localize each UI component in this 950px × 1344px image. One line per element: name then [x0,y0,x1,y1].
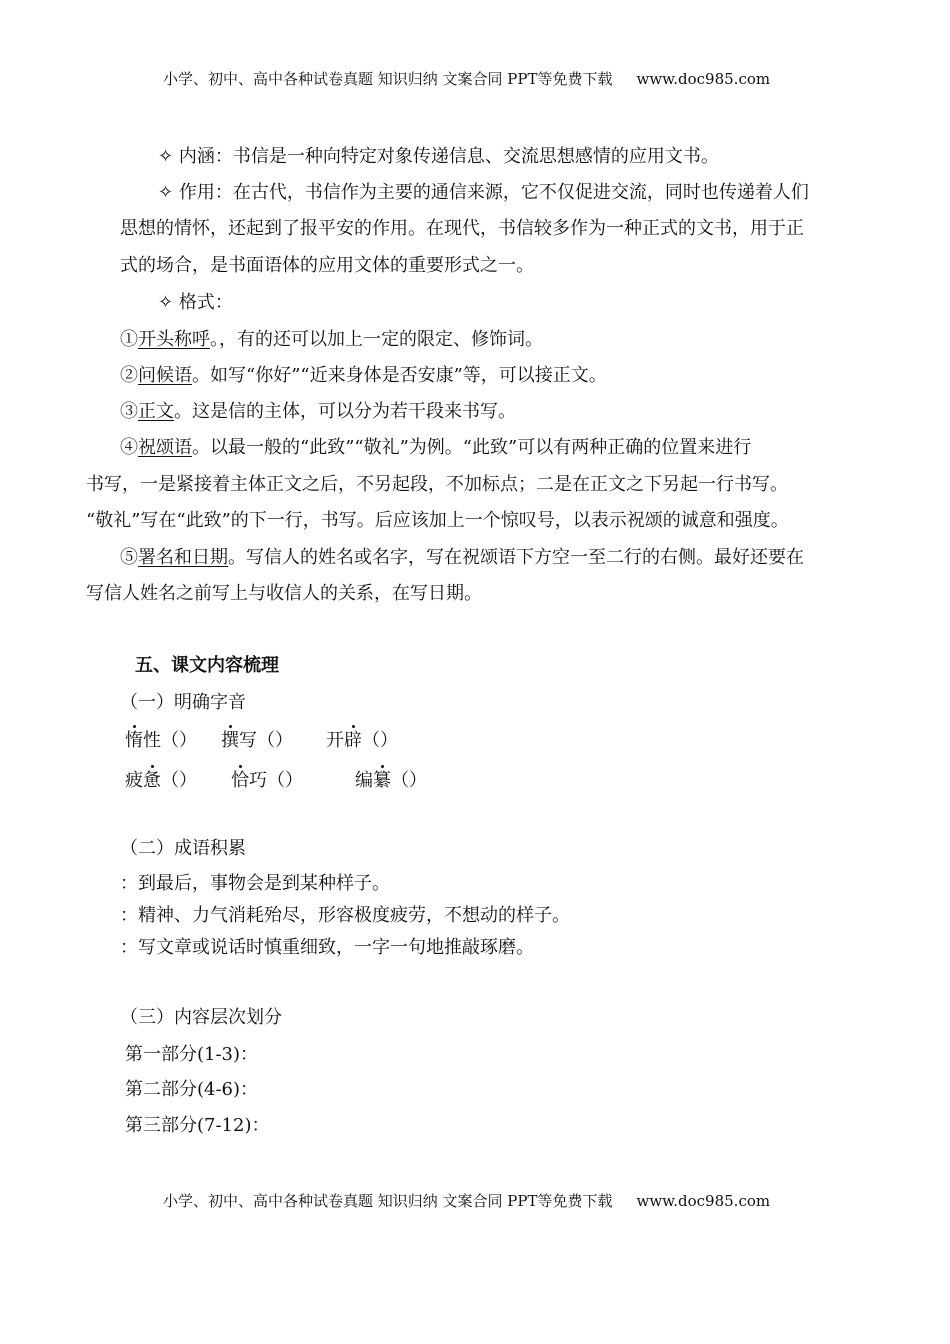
word-item: 惰性（） [125,730,197,751]
format-item-cont: 书写，一是紧接着主体正文之后，不另起段，不加标点；二是在正文之下另起一行书写。 [86,474,788,495]
zuoyong-line-3: 式的场合，是书面语体的应用文体的重要形式之一。 [120,255,534,276]
structure-item: 第三部分(7-12)： [125,1115,270,1136]
footer-text: 小学、初中、高中各种试卷真题 知识归纳 文案合同 PPT等免费下载 [163,1192,613,1210]
format-term: 问候语 [138,365,192,386]
diamond-bullet-icon: ✧ [158,292,174,313]
format-item: ②问候语。如写“你好”“近来身体是否安康”等，可以接正文。 [120,365,607,386]
diamond-bullet-icon: ✧ [158,182,174,203]
idiom-item: ：精神、力气消耗殆尽，形容极度疲劳，不想动的样子。 [120,905,570,926]
structure-item: 第二部分(4-6)： [125,1079,259,1100]
subsection-title: （三）内容层次划分 [120,1007,282,1028]
neihan-line: ✧ 内涵：书信是一种向特定对象传递信息、交流思想感情的应用文书。 [158,146,719,167]
header-text: 小学、初中、高中各种试卷真题 知识归纳 文案合同 PPT等免费下载 [163,70,613,88]
format-item: ⑤署名和日期。写信人的姓名或名字，写在祝颂语下方空一至二行的右侧。最好还要在 [120,547,804,568]
format-term: 开头称呼 [138,329,210,350]
format-item: ④祝颂语。以最一般的“此致”“敬礼”为例。“此致”可以有两种正确的位置来进行 [120,437,752,458]
format-item-cont: “敬礼”写在“此致”的下一行，书写。后应该加上一个惊叹号，以表示祝颂的诚意和强度。 [86,510,789,531]
zuoyong-line-2: 思想的情怀，还起到了报平安的作用。在现代，书信较多作为一种正式的文书，用于正 [120,218,804,239]
word-item: 恰巧（） [231,770,303,791]
section-title: 五、课文内容梳理 [135,655,279,676]
format-item: ③正文。这是信的主体，可以分为若干段来书写。 [120,401,516,422]
footer-url[interactable]: www.doc985.com [636,1192,771,1210]
format-item: ①开头称呼。，有的还可以加上一定的限定、修饰词。 [120,329,543,350]
subsection-title: （一）明确字音 [120,692,246,713]
diamond-bullet-icon: ✧ [158,146,174,167]
page-footer [163,1191,770,1211]
format-item-cont: 写信人姓名之前写上与收信人的关系，在写日期。 [86,583,482,604]
page-header [163,69,770,89]
word-item: 撰写（） [221,730,293,751]
format-term: 署名和日期 [138,547,228,568]
word-item: 开辟（） [326,730,398,751]
idiom-item: ：写文章或说话时慎重细致，一字一句地推敲琢磨。 [120,937,534,958]
geshi-line: ✧ 格式： [158,292,233,313]
structure-item: 第一部分(1-3)： [125,1044,259,1065]
zuoyong-line: ✧ 作用：在古代，书信作为主要的通信来源，它不仅促进交流，同时也传递着人们 [158,182,809,203]
subsection-title: （二）成语积累 [120,838,246,859]
word-item: 疲惫（） [125,770,197,791]
header-url[interactable]: www.doc985.com [636,70,771,88]
idiom-item: ：到最后，事物会是到某种样子。 [120,873,390,894]
format-term: 祝颂语 [138,437,192,458]
word-item: 编纂（） [355,770,427,791]
format-term: 正文 [138,401,174,422]
